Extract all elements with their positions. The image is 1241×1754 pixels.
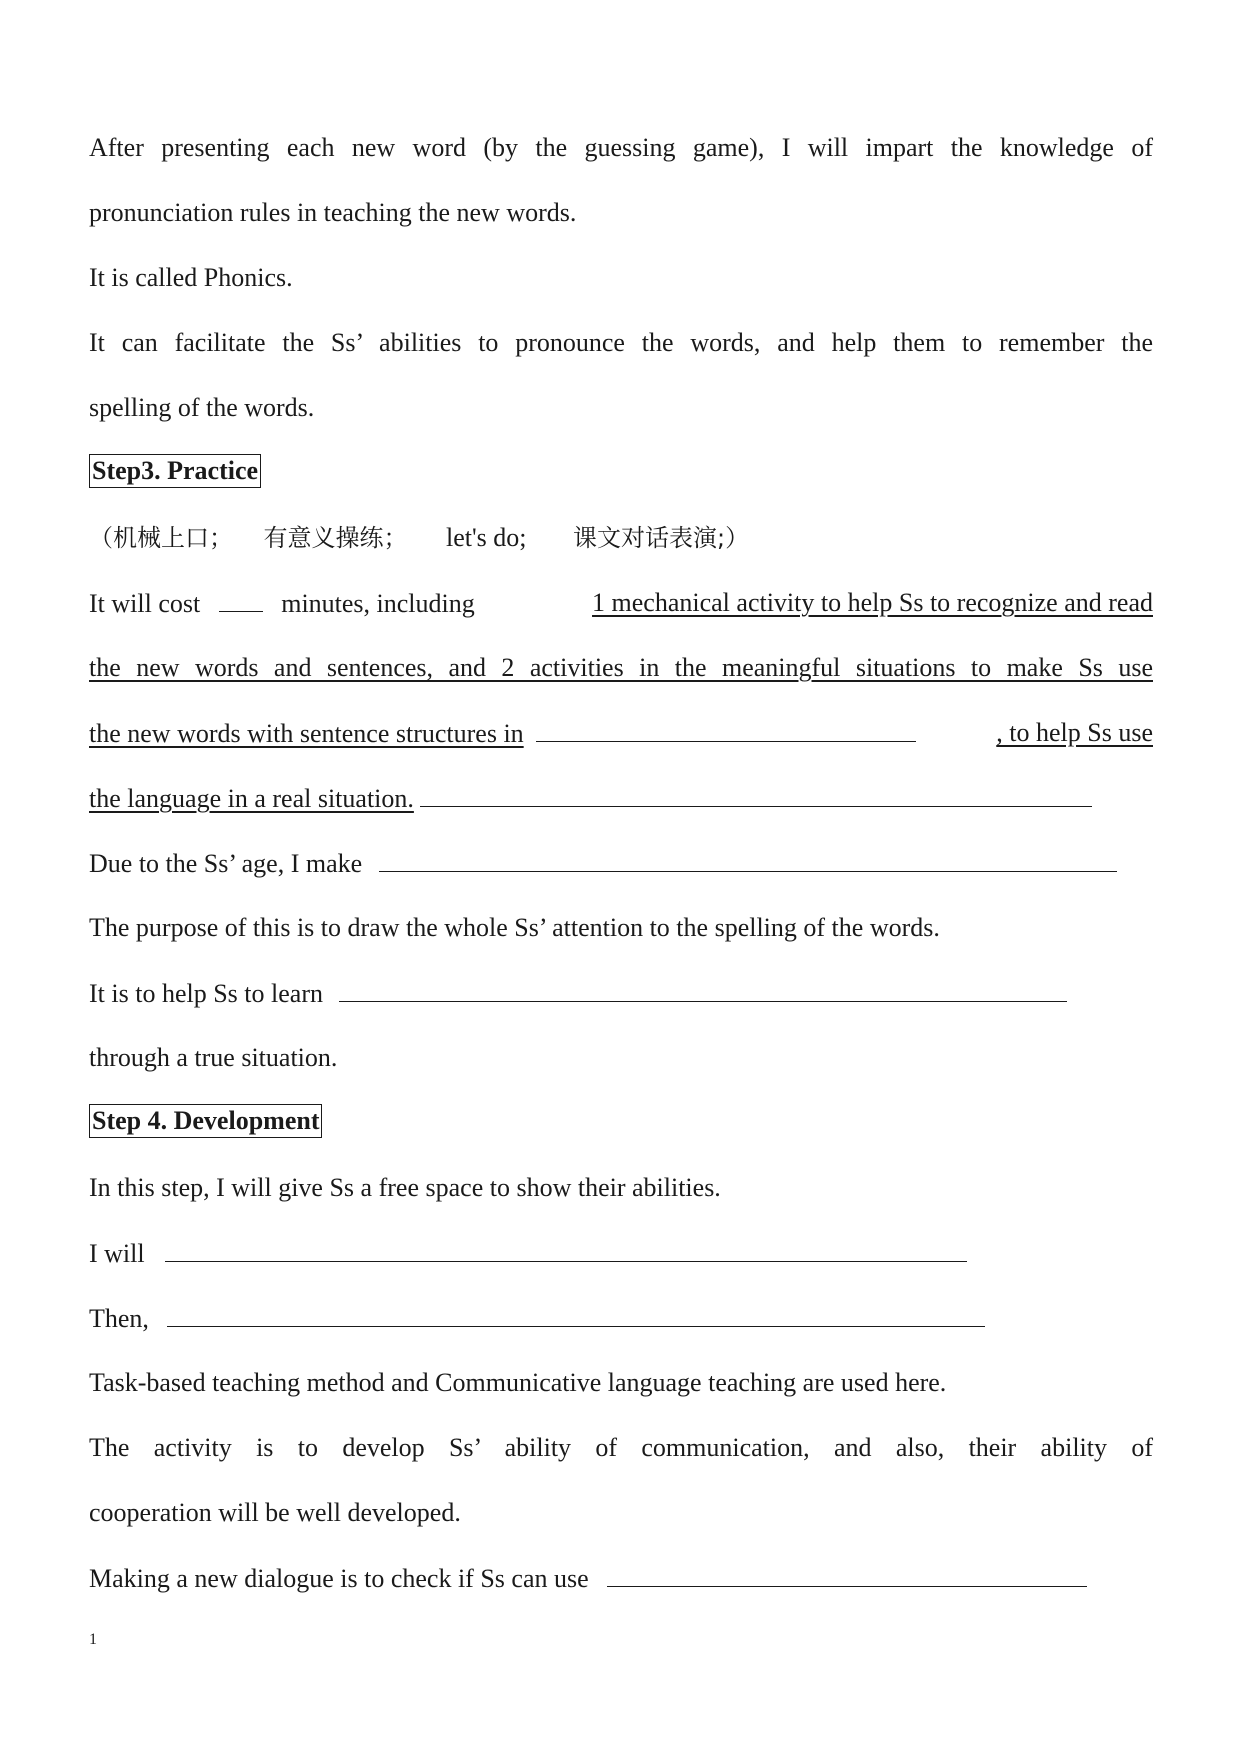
paragraph-line: pronunciation rules in teaching the new words. <box>89 198 577 227</box>
cost-underlined: the new words with sentence structures in <box>89 719 524 748</box>
learn-line <box>89 975 1153 1012</box>
then-line <box>89 1300 1153 1337</box>
cost-line <box>89 715 1153 752</box>
paragraph-line: In this step, I will give Ss a free space to show their abilities. <box>89 1173 721 1202</box>
activity-cjk-2: 有意义操练； <box>263 524 408 552</box>
paragraph-line: After presenting each new word (by the guessing game), I will impart the knowledge of <box>89 133 1153 162</box>
will-blank[interactable] <box>165 1235 967 1262</box>
age-text: Due to the Ss’ age, I make <box>89 849 363 878</box>
paragraph-line: It can facilitate the Ss’ abilities to pronounce the words, and help them to remember the <box>89 328 1153 357</box>
will-line <box>89 1235 1153 1272</box>
cost-underlined: the language in a real situation. <box>89 784 414 813</box>
paragraph-line: cooperation will be well developed. <box>89 1498 461 1527</box>
dialogue-line <box>89 1560 1153 1597</box>
situation-blank[interactable] <box>420 780 1092 807</box>
learn-blank[interactable] <box>339 975 1067 1002</box>
activity-cjk-1: （机械上口； <box>89 524 233 552</box>
structure-blank[interactable] <box>536 715 916 742</box>
paragraph-line: The activity is to develop Ss’ ability of communication, and also, their ability of <box>89 1433 1153 1462</box>
cost-line <box>89 585 1153 622</box>
step4-heading: Step 4. Development <box>89 1104 322 1138</box>
cost-underlined: 1 mechanical activity to help Ss to recognize and read <box>592 588 1153 617</box>
cost-underlined: the new words and sentences, and 2 activities in the meaningful situations to make Ss use <box>89 653 1153 682</box>
paragraph-line: Task-based teaching method and Communicative language teaching are used here. <box>89 1368 947 1397</box>
paragraph-line: through a true situation. <box>89 1043 338 1072</box>
step3-heading: Step3. Practice <box>89 454 261 488</box>
cost-prefix: It will cost <box>89 589 201 618</box>
dialogue-text: Making a new dialogue is to check if Ss can use <box>89 1564 589 1593</box>
page-number: 1 <box>89 1631 97 1648</box>
activity-lets-do: let's do; <box>446 523 527 552</box>
minutes-blank[interactable] <box>219 585 263 612</box>
step3-heading-row <box>89 453 1153 489</box>
cost-underlined: , to help Ss use <box>996 718 1153 747</box>
learn-text: It is to help Ss to learn <box>89 979 323 1008</box>
paragraph-line: It is called Phonics. <box>89 263 293 292</box>
then-blank[interactable] <box>167 1300 985 1327</box>
age-line <box>89 845 1153 882</box>
step3-activities <box>89 520 1153 556</box>
activity-cjk-3: 课文对话表演;） <box>573 524 750 552</box>
step4-heading-row <box>89 1103 1153 1139</box>
will-text: I will <box>89 1239 145 1268</box>
cost-line <box>89 650 1153 686</box>
paragraph-line: spelling of the words. <box>89 393 315 422</box>
then-text: Then, <box>89 1304 149 1333</box>
age-blank[interactable] <box>379 845 1117 872</box>
paragraph-line: The purpose of this is to draw the whole Ss’ attention to the spelling of the words. <box>89 913 940 942</box>
cost-mid: minutes, including <box>281 589 475 618</box>
dialogue-blank[interactable] <box>607 1560 1087 1587</box>
cost-line <box>89 780 1153 817</box>
